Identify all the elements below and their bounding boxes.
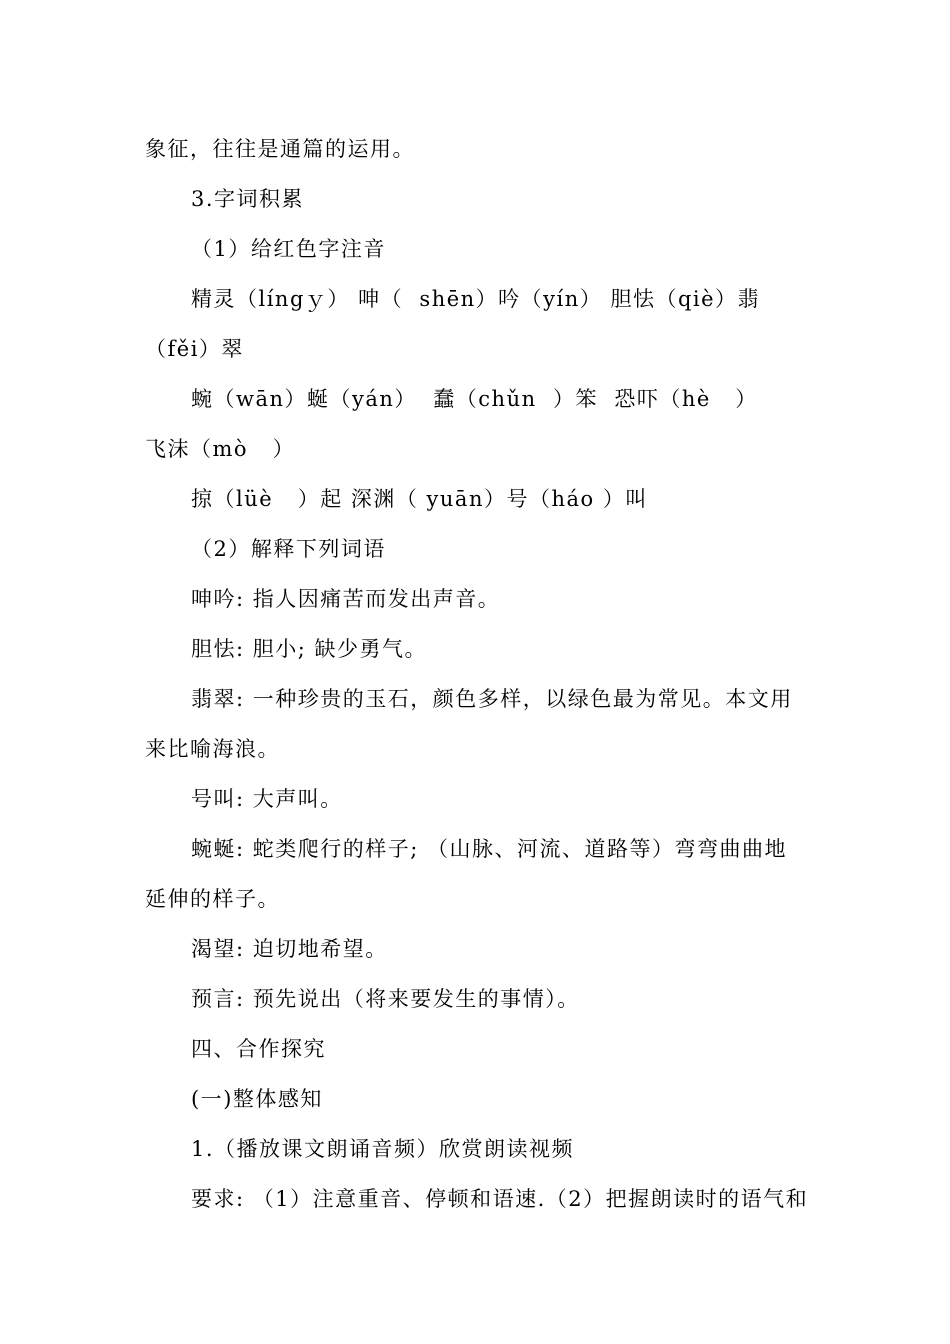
text-line-8: 掠（lüè ）起 深渊（ yuān）号（háo ）叫 [191,487,648,511]
text-line-11: 胆怯: 胆小; 缺少勇气。 [191,637,428,661]
text-line-12: 翡翠: 一种珍贵的玉石，颜色多样，以绿色最为常见。本文用 [191,687,793,711]
text-line-14: 号叫: 大声叫。 [191,787,343,811]
text-line-22: 要求: （1）注意重音、停顿和语速.（2）把握朗读时的语气和 [191,1187,809,1211]
text-line-15: 蜿蜒: 蛇类爬行的样子; （山脉、河流、道路等）弯弯曲曲地 [191,837,787,861]
text-line-3: （1）给红色字注音 [191,237,386,261]
text-line-20: (一)整体感知 [191,1087,323,1111]
text-line-9: （2）解释下列词语 [191,537,386,561]
text-line-6: 蜿（wān）蜒（yán） 蠢（chǔn ）笨 恐吓（hè ） [191,387,758,411]
text-line-4: 精灵（língｙ） 呻（ shēn）吟（yín） 胆怯（qiè）翡 [191,287,761,311]
text-line-1: 象征，往往是通篇的运用。 [145,137,415,161]
text-line-2: 3.字词积累 [191,187,305,211]
text-line-10: 呻吟: 指人因痛苦而发出声音。 [191,587,501,611]
text-line-17: 渴望: 迫切地希望。 [191,937,388,961]
text-line-19: 四、合作探究 [191,1037,326,1061]
text-line-16: 延伸的样子。 [145,887,280,911]
text-line-18: 预言: 预先说出（将来要发生的事情）。 [191,987,580,1011]
text-line-5: （fěi）翠 [145,337,244,361]
text-line-7: 飞沫（mò ） [145,437,296,461]
text-line-21: 1.（播放课文朗诵音频）欣赏朗读视频 [191,1137,575,1161]
text-line-13: 来比喻海浪。 [145,737,280,761]
